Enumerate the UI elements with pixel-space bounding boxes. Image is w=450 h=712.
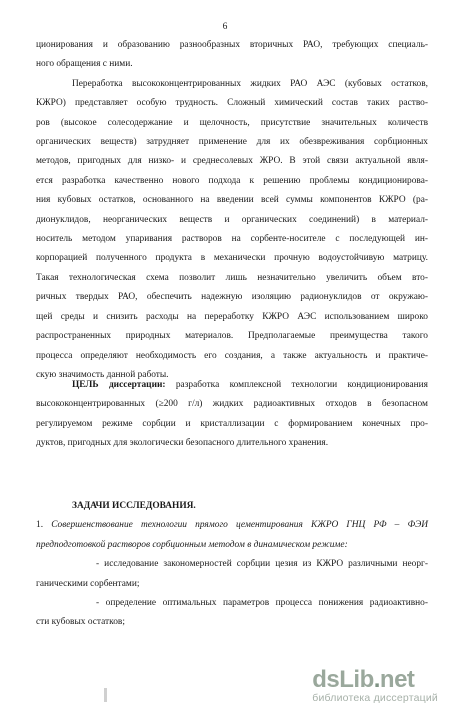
scan-mark	[104, 688, 107, 702]
task-number: 1.	[36, 520, 52, 531]
text-line: носитель методом упаривания растворов на сорбенте-носителе с последующей ин-	[36, 234, 428, 245]
watermark-logo	[312, 668, 438, 692]
text-line: органических веществ) затрудняет применение для их обезвреживания сорбционных	[36, 137, 428, 148]
watermark-logo-dot: .	[373, 666, 380, 693]
text-line: щей среды и снизить расходы на переработку КЖРО АЭС использованием широко	[36, 311, 428, 322]
text-line: скую значимость данной работы.	[36, 369, 169, 380]
section-heading: ЗАДАЧИ ИССЛЕДОВАНИЯ.	[72, 501, 196, 511]
text-line: ется разработка качественно нового подхода к решению проблемы кондиционирова-	[36, 175, 428, 186]
bullet-line: - исследование закономерностей сорбции цезия из КЖРО различными неорг-	[96, 559, 428, 570]
text-line: ров (высокое солесодержание и щелочность, присутствие значительных количеств	[36, 117, 428, 128]
text-line: сти кубовых остатков;	[36, 617, 125, 628]
goal-label: ЦЕЛЬ диссертации:	[72, 380, 166, 390]
text-line: ганическими сорбентами;	[36, 578, 140, 589]
text-line: ционирования и образованию разнообразных вторичных РАО, требующих специаль-	[36, 40, 428, 50]
text-line: процесса определяют необходимость его создания, а также актуальность и практиче-	[36, 350, 428, 361]
text-line: предподготовкой растворов сорбционным методом в динамическом режиме:	[36, 539, 348, 550]
body-text	[36, 36, 428, 385]
tasks-section	[36, 497, 428, 633]
watermark-logo-tld: net	[379, 666, 415, 693]
watermark-logo-main: dsLib	[312, 666, 374, 693]
goal-text: разработка комплексной технологии кондиционирования	[165, 380, 428, 390]
text-line: КЖРО) представляет особую трудность. Сложный химический состав таких раство-	[36, 98, 428, 109]
page-number: 6	[222, 22, 228, 32]
goal-section	[36, 376, 428, 454]
text-line: регулируемом режиме сорбции и кристаллизации с формированием конечных про-	[36, 418, 428, 429]
watermark-subtitle: библиотека диссертаций	[312, 692, 438, 704]
bullet-line: - определение оптимальных параметров процесса понижения радиоактивно-	[96, 598, 428, 609]
text-line: распространенных природных материалов. Предполагаемые преимущества такого	[36, 331, 428, 342]
text-line	[36, 516, 428, 535]
text-line: ного обращения с ними.	[36, 59, 133, 70]
text-line: высококонцентрированных (≥200 г/л) жидких радиоактивных отходов в безопасном	[36, 399, 428, 410]
text-line: ния кубовых остатков, основанного на введении всей суммы компонентов КЖРО (ра-	[36, 195, 428, 206]
task-title: Совершенствование технологии прямого цементирования КЖРО ГНЦ РФ – ФЭИ	[51, 520, 429, 531]
text-line: Такая технологическая схема позволит лишь незначительно увеличить объем вто-	[36, 272, 428, 283]
text-line: Переработка высококонцентрированных жидких РАО АЭС (кубовых остатков,	[72, 78, 428, 89]
text-line: корпорацией полученного продукта в механически прочную водоустойчивую матрицу.	[36, 253, 428, 264]
text-line: методов, пригодных для низко- и среднесолевых ЖРО. В этой связи актуальной явля-	[36, 156, 428, 167]
text-line: дионуклидов, неорганических веществ и органических соединений) в материал-	[36, 214, 428, 225]
text-line	[36, 376, 428, 395]
watermark	[312, 668, 438, 704]
text-line: дуктов, пригодных для экологически безопасного длительного хранения.	[36, 438, 329, 449]
text-line: ричных твердых РАО, обеспечить надежную изоляцию радионуклидов от окружаю-	[36, 292, 428, 303]
